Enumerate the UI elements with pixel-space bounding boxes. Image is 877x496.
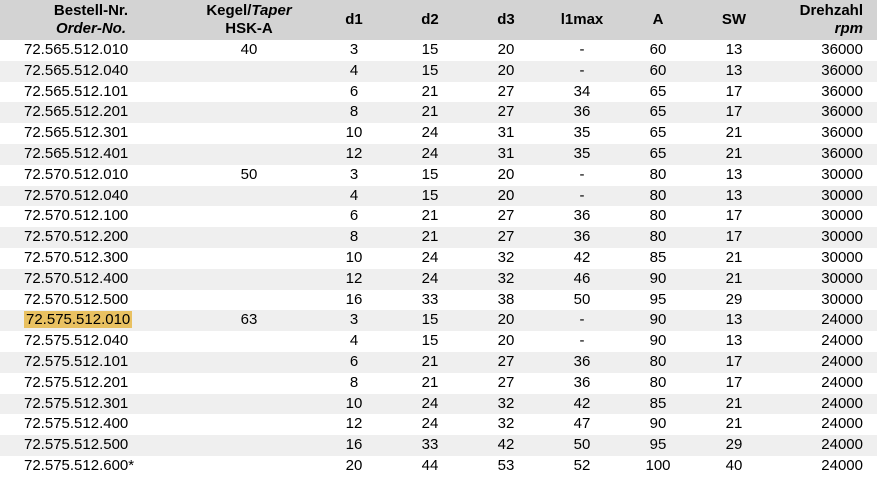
- header-row: [0, 0, 877, 40]
- cell-sw: 13: [696, 186, 772, 207]
- cell-order: 72.570.512.300: [24, 248, 129, 266]
- table-row: [0, 352, 877, 373]
- cell-order: 72.570.512.100: [24, 207, 129, 225]
- cell-a: 85: [649, 248, 667, 266]
- cell-d3: 20: [497, 165, 515, 183]
- cell-l1max: 34: [573, 82, 591, 100]
- table-row: [0, 394, 877, 415]
- order-number-label-en: Order-No.: [55, 20, 126, 37]
- table-row: [0, 227, 877, 248]
- cell-l1max: 47: [573, 415, 591, 433]
- cell-a: 90: [620, 269, 696, 290]
- cell-d2: 21: [392, 102, 468, 123]
- cell-d3: 31: [468, 144, 544, 165]
- cell-l1max: 42: [544, 394, 620, 415]
- cell-a: 80: [649, 373, 667, 391]
- table-row: [0, 186, 877, 207]
- cell-sw: 13: [725, 165, 743, 183]
- cell-order: [0, 310, 182, 331]
- cell-taper: [182, 269, 316, 290]
- cell-sw: 13: [725, 332, 743, 350]
- cell-l1max: 42: [573, 248, 591, 266]
- cell-d2: 24: [421, 248, 439, 266]
- cell-sw: 21: [725, 124, 743, 142]
- cell-a: 65: [649, 124, 667, 142]
- cell-a: 90: [649, 332, 667, 350]
- cell-l1max: -: [544, 310, 620, 331]
- cell-d1: 3: [349, 41, 359, 58]
- cell-sw: 17: [696, 352, 772, 373]
- cell-sw: 17: [696, 227, 772, 248]
- cell-a: 80: [649, 207, 667, 225]
- cell-a: 80: [649, 165, 667, 183]
- cell-rpm: 24000: [772, 394, 877, 415]
- cell-taper: [182, 352, 316, 373]
- cell-d3: 27: [468, 352, 544, 373]
- cell-d1: 8: [349, 373, 359, 391]
- cell-d1: 4: [349, 332, 359, 350]
- cell-rpm: 30000: [821, 248, 863, 266]
- table-row: [0, 102, 877, 123]
- cell-order: 72.570.512.040: [0, 186, 182, 207]
- cell-order: 72.565.512.201: [0, 102, 182, 123]
- cell-sw: 29: [696, 435, 772, 456]
- cell-taper: [182, 144, 316, 165]
- cell-rpm: 24000: [821, 332, 863, 350]
- cell-l1max: 46: [544, 269, 620, 290]
- table-row: [0, 82, 877, 103]
- cell-sw: 17: [725, 207, 743, 225]
- cell-order: 72.565.512.010: [24, 41, 129, 58]
- cell-d3: 32: [468, 394, 544, 415]
- cell-taper: [182, 456, 316, 477]
- cell-sw: 21: [696, 144, 772, 165]
- cell-d1: 4: [316, 186, 392, 207]
- cell-d1: 16: [316, 435, 392, 456]
- cell-a: 80: [620, 186, 696, 207]
- cell-d1: 12: [345, 415, 363, 433]
- table-row: [0, 144, 877, 165]
- cell-a: 100: [645, 456, 671, 474]
- cell-rpm: 24000: [772, 435, 877, 456]
- cell-l1max: -: [544, 61, 620, 82]
- cell-d1: 6: [349, 207, 359, 225]
- cell-taper: [182, 186, 316, 207]
- taper-label-de: Kegel/: [206, 2, 252, 19]
- cell-d3: 27: [497, 207, 515, 225]
- cell-d1: 20: [345, 456, 363, 474]
- cell-a: 95: [649, 290, 667, 308]
- cell-d2: 21: [421, 373, 439, 391]
- cell-l1max: 35: [573, 124, 591, 142]
- cell-order: 72.570.512.500: [24, 290, 129, 308]
- cell-taper: [182, 82, 316, 103]
- cell-a: 65: [620, 102, 696, 123]
- taper-label-line1: [182, 2, 316, 20]
- column-header-order-number: [0, 0, 182, 40]
- cell-a: 80: [620, 227, 696, 248]
- cell-d1: 3: [316, 310, 392, 331]
- cell-d3: 27: [468, 102, 544, 123]
- table-row: [0, 269, 877, 290]
- cell-d2: 24: [392, 269, 468, 290]
- cell-a: 90: [649, 415, 667, 433]
- column-header-sw: SW: [696, 0, 772, 40]
- table-row: [0, 290, 877, 311]
- cell-l1max: -: [579, 332, 585, 350]
- cell-d3: 20: [468, 310, 544, 331]
- speed-label-de: Drehzahl: [799, 2, 863, 19]
- cell-d1: 3: [349, 165, 359, 183]
- cell-taper: [182, 102, 316, 123]
- cell-order: 72.575.512.040: [24, 332, 129, 350]
- order-number-label-de: Bestell-Nr.: [53, 2, 129, 19]
- cell-order: 72.570.512.400: [0, 269, 182, 290]
- cell-d2: 44: [421, 456, 439, 474]
- cell-l1max: 36: [544, 352, 620, 373]
- cell-sw: 21: [696, 394, 772, 415]
- cell-sw: 13: [725, 41, 743, 58]
- cell-taper: 63: [182, 310, 316, 331]
- cell-d1: 12: [316, 269, 392, 290]
- cell-d1: 10: [345, 248, 363, 266]
- cell-rpm: 36000: [772, 144, 877, 165]
- table-row: [0, 123, 877, 144]
- cell-d3: 27: [497, 82, 515, 100]
- cell-d2: 15: [421, 41, 439, 58]
- column-header-taper: [182, 0, 316, 40]
- cell-l1max: 36: [573, 373, 591, 391]
- column-header-speed: [772, 0, 877, 40]
- cell-sw: 40: [725, 456, 743, 474]
- cell-taper: [182, 331, 316, 352]
- cell-d1: 10: [316, 394, 392, 415]
- table-row: [0, 206, 877, 227]
- table-row: [0, 456, 877, 477]
- cell-d2: 24: [392, 394, 468, 415]
- cell-order: 72.575.512.500: [0, 435, 182, 456]
- column-header-a: A: [620, 0, 696, 40]
- cell-d3: 20: [497, 41, 515, 58]
- cell-rpm: 30000: [772, 227, 877, 248]
- table-header: [0, 0, 877, 40]
- cell-d3: 20: [468, 61, 544, 82]
- cell-rpm: 24000: [772, 310, 877, 331]
- cell-d2: 21: [392, 227, 468, 248]
- cell-d2: 21: [392, 352, 468, 373]
- cell-d3: 42: [468, 435, 544, 456]
- cell-taper: [182, 414, 316, 435]
- cell-l1max: 36: [573, 207, 591, 225]
- cell-d2: 15: [392, 186, 468, 207]
- cell-sw: 21: [725, 248, 743, 266]
- cell-d2: 15: [392, 61, 468, 82]
- table-row: [0, 40, 877, 61]
- cell-d2: 21: [421, 207, 439, 225]
- cell-d2: 24: [421, 124, 439, 142]
- cell-d1: 16: [345, 290, 363, 308]
- cell-d2: 33: [392, 435, 468, 456]
- cell-d2: 15: [421, 332, 439, 350]
- cell-rpm: 30000: [821, 165, 863, 183]
- cell-order: 72.570.512.010: [24, 165, 129, 183]
- cell-d3: 27: [468, 227, 544, 248]
- cell-taper: [182, 435, 316, 456]
- cell-sw: 29: [725, 290, 743, 308]
- table-row: [0, 373, 877, 394]
- cell-taper: 50: [240, 165, 258, 183]
- table-row: [0, 414, 877, 435]
- cell-sw: 17: [725, 82, 743, 100]
- cell-rpm: 30000: [772, 186, 877, 207]
- cell-d1: 4: [316, 61, 392, 82]
- cell-d3: 20: [468, 186, 544, 207]
- cell-l1max: 35: [544, 144, 620, 165]
- table-row: [0, 248, 877, 269]
- cell-d2: 15: [421, 165, 439, 183]
- cell-rpm: 36000: [821, 124, 863, 142]
- cell-a: 80: [620, 352, 696, 373]
- cell-l1max: -: [544, 186, 620, 207]
- cell-rpm: 24000: [821, 415, 863, 433]
- cell-taper: [182, 61, 316, 82]
- cell-l1max: 50: [544, 435, 620, 456]
- table-row: [0, 165, 877, 186]
- cell-d1: 6: [316, 352, 392, 373]
- cell-order: 72.575.512.101: [0, 352, 182, 373]
- cell-order: 72.575.512.201: [24, 373, 129, 391]
- cell-order: 72.565.512.401: [0, 144, 182, 165]
- cell-d3: 27: [497, 373, 515, 391]
- cell-rpm: 36000: [821, 82, 863, 100]
- cell-d1: 8: [316, 102, 392, 123]
- cell-taper: [182, 206, 316, 227]
- cell-d3: 32: [497, 248, 515, 266]
- cell-l1max: 36: [544, 227, 620, 248]
- cell-order: 72.565.512.101: [24, 82, 129, 100]
- cell-a: 65: [649, 82, 667, 100]
- cell-l1max: -: [579, 165, 585, 183]
- cell-d3: 32: [468, 269, 544, 290]
- cell-taper: [182, 248, 316, 269]
- taper-label-hsk: HSK-A: [225, 20, 273, 37]
- column-header-d3: d3: [468, 0, 544, 40]
- cell-sw: 21: [696, 269, 772, 290]
- cell-taper: [182, 123, 316, 144]
- cell-rpm: 24000: [821, 373, 863, 391]
- cell-taper: [182, 394, 316, 415]
- cell-a: 60: [649, 41, 667, 58]
- cell-d3: 20: [497, 332, 515, 350]
- cell-order: 72.565.512.040: [0, 61, 182, 82]
- cell-d3: 32: [497, 415, 515, 433]
- table-row: [0, 61, 877, 82]
- cell-d3: 38: [497, 290, 515, 308]
- cell-order: 72.575.512.400: [24, 415, 129, 433]
- cell-d1: 8: [316, 227, 392, 248]
- cell-taper: [182, 373, 316, 394]
- cell-d2: 24: [421, 415, 439, 433]
- cell-d1: 12: [316, 144, 392, 165]
- cell-rpm: 30000: [821, 290, 863, 308]
- column-header-d2: d2: [392, 0, 468, 40]
- cell-rpm: 24000: [821, 456, 863, 474]
- cell-d2: 24: [392, 144, 468, 165]
- cell-rpm: 36000: [772, 102, 877, 123]
- cell-rpm: 36000: [772, 61, 877, 82]
- cell-order: 72.575.512.301: [0, 394, 182, 415]
- table-row: [0, 310, 877, 331]
- cell-a: 65: [620, 144, 696, 165]
- cell-d2: 33: [421, 290, 439, 308]
- cell-sw: 13: [696, 61, 772, 82]
- speed-label-unit: rpm: [834, 20, 863, 37]
- cell-d1: 6: [349, 82, 359, 100]
- cell-a: 85: [620, 394, 696, 415]
- taper-label-en: Taper: [251, 2, 292, 19]
- table-body: [0, 40, 877, 477]
- table-row: [0, 331, 877, 352]
- cell-taper: 40: [240, 41, 258, 58]
- cell-sw: 17: [725, 373, 743, 391]
- cell-rpm: 30000: [772, 269, 877, 290]
- cell-l1max: 52: [573, 456, 591, 474]
- cell-rpm: 30000: [821, 207, 863, 225]
- highlighted-order-number: 72.575.512.010: [26, 311, 131, 329]
- cell-a: 60: [620, 61, 696, 82]
- cell-a: 95: [620, 435, 696, 456]
- cell-taper: [182, 227, 316, 248]
- table-row: [0, 435, 877, 456]
- cell-sw: 13: [696, 310, 772, 331]
- cell-l1max: -: [579, 41, 585, 58]
- cell-order: 72.575.512.600*: [24, 456, 135, 474]
- cell-a: 90: [620, 310, 696, 331]
- cell-rpm: 24000: [772, 352, 877, 373]
- cell-l1max: 50: [573, 290, 591, 308]
- cell-d2: 15: [392, 310, 468, 331]
- column-header-l1max: l1max: [544, 0, 620, 40]
- column-header-d1: d1: [316, 0, 392, 40]
- cell-order: 72.565.512.301: [24, 124, 129, 142]
- cell-rpm: 36000: [821, 41, 863, 58]
- cell-d1: 10: [345, 124, 363, 142]
- cell-taper: [182, 290, 316, 311]
- cell-l1max: 36: [544, 102, 620, 123]
- cell-order: 72.570.512.200: [0, 227, 182, 248]
- cell-sw: 17: [696, 102, 772, 123]
- cell-d2: 21: [421, 82, 439, 100]
- cell-d3: 53: [497, 456, 515, 474]
- cell-d3: 31: [497, 124, 515, 142]
- cell-sw: 21: [725, 415, 743, 433]
